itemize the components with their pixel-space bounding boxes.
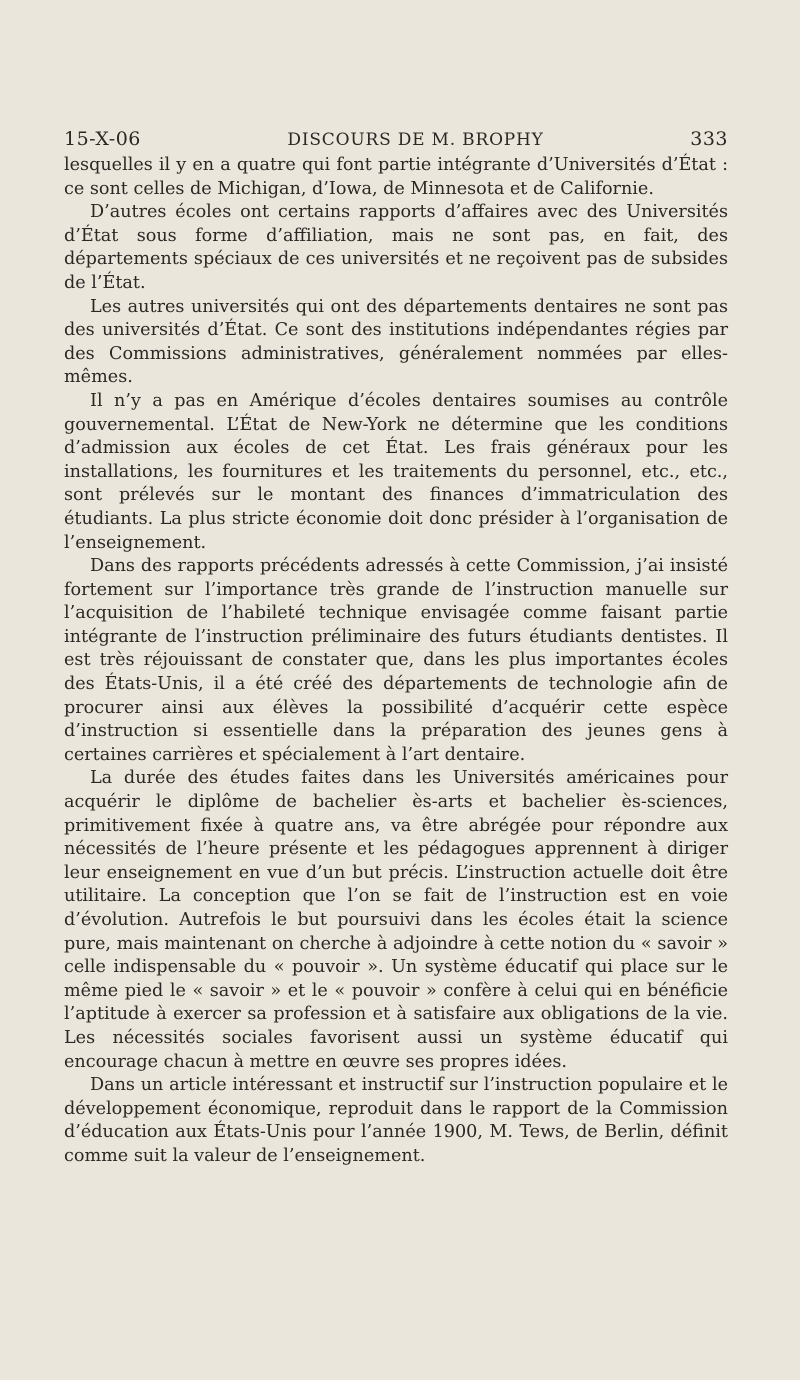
paragraph: La durée des études faites dans les Universités américaines pour acquérir le diplôme de bachelier ès-arts et bachelier ès-sciences, primitivement fixée à quatre ans, va être abrégée pour répondre aux nécessités de l’heure présente et les pédagogues apprennent à diriger leur enseignement en vue d’un but précis. L’instruction actuelle doit être utilitaire. La conception que l’on se fait de l’instruction est en voie d’évolution. Autrefois le but poursuivi dans les écoles était la science pure, mais maintenant on cherche à adjoindre à cette notion du « savoir » celle indispensable du « pouvoir ». Un système éducatif qui place sur le même pied le « savoir » et le « pouvoir » confère à celui qui en bénéficie l’aptitude à exercer sa profession et à satisfaire aux obligations de la vie. Les nécessités sociales favorisent aussi un système éducatif qui encourage chacun à mettre en œuvre ses propres idées. [64,768,728,1072]
header-title: DISCOURS DE M. BROPHY [287,130,544,150]
running-header [64,124,728,154]
paragraph: D’autres écoles ont certains rapports d’affaires avec des Universités d’État sous forme d’affiliation, mais ne sont pas, en fait, des départements spéciaux de ces universités et ne reçoivent pas de subsides de l’État. [64,202,728,293]
paragraph: Dans des rapports précédents adressés à cette Commission, j’ai insisté fortement sur l’importance très grande de l’instruction manuelle sur l’acquisition de l’habileté technique envisagée comme faisant partie intégrante de l’instruction préliminaire des futurs étudiants dentistes. Il est très réjouissant de constater que, dans les plus importantes écoles des États-Unis, il a été créé des départements de technologie afin de procurer ainsi aux élèves la possibilité d’acquérir cette espèce d’instruction si essentielle dans la préparation des jeunes gens à certaines carrières et spécialement à l’art dentaire. [64,556,728,765]
body-text [64,154,728,1169]
paragraph-continuation: lesquelles il y en a quatre qui font partie intégrante d’Universités d’État : ce sont celles de Michigan, d’Iowa, de Minnesota et de Californie. [64,155,728,199]
paragraph: Il n’y a pas en Amérique d’écoles dentaires soumises au contrôle gouvernemental. L’État de New-York ne détermine que les conditions d’admission aux écoles de cet État. Les frais généraux pour les installations, les fournitures et les traitements du personnel, etc., etc., sont prélevés sur le montant des finances d’immatriculation des étudiants. La plus stricte économie doit donc présider à l’organisation de l’enseignement. [64,390,728,553]
page-number: 333 [690,128,728,150]
book-page [64,124,728,1169]
paragraph: Les autres universités qui ont des départements dentaires ne sont pas des universités d’État. Ce sont des institutions indépendantes régies par des Commissions administratives, généralement nommées par elles-mêmes. [64,296,728,388]
header-date: 15-X-06 [64,128,141,150]
paragraph: Dans un article intéressant et instructif sur l’instruction populaire et le développement économique, reproduit dans le rapport de la Commission d’éducation aux États-Unis pour l’année 1900, M. Tews, de Berlin, définit comme suit la valeur de l’enseignement. [64,1075,728,1166]
